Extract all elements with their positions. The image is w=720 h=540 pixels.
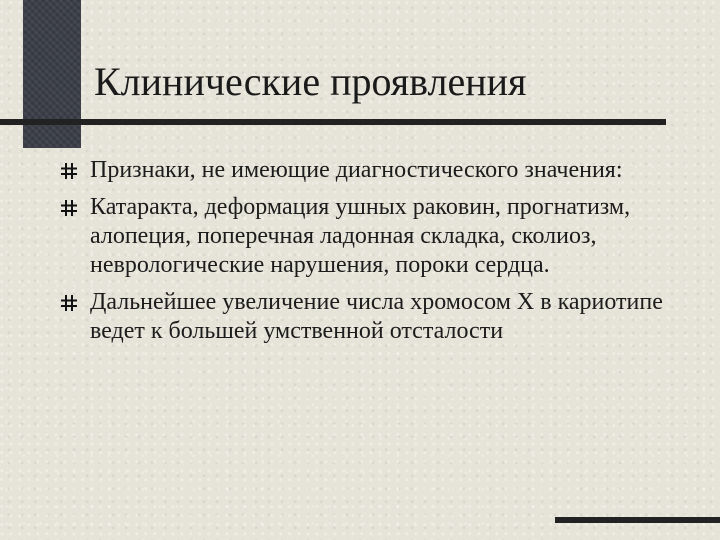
decorative-dark-bar [23, 0, 81, 148]
bullet-item [60, 288, 680, 346]
bullet-item [60, 156, 680, 185]
bullet-text: Дальнейшее увеличение числа хромосом Х в кариотипе ведет к большей умственной отсталости [90, 289, 663, 344]
slide-title: Клинические проявления [94, 59, 527, 104]
hash-bullet-icon [60, 199, 78, 217]
bullet-list [60, 156, 680, 354]
bottom-decorative-rule [555, 517, 720, 523]
title-underline-rule [0, 119, 666, 125]
hash-bullet-icon [60, 294, 78, 312]
bullet-item [60, 193, 680, 280]
hash-bullet-icon [60, 162, 78, 180]
bullet-text: Признаки, не имеющие диагностического значения: [90, 157, 623, 183]
bullet-text: Катаракта, деформация ушных раковин, прогнатизм, алопеция, поперечная ладонная складка, сколиоз, неврологические нарушения, пороки сердца. [90, 194, 631, 278]
